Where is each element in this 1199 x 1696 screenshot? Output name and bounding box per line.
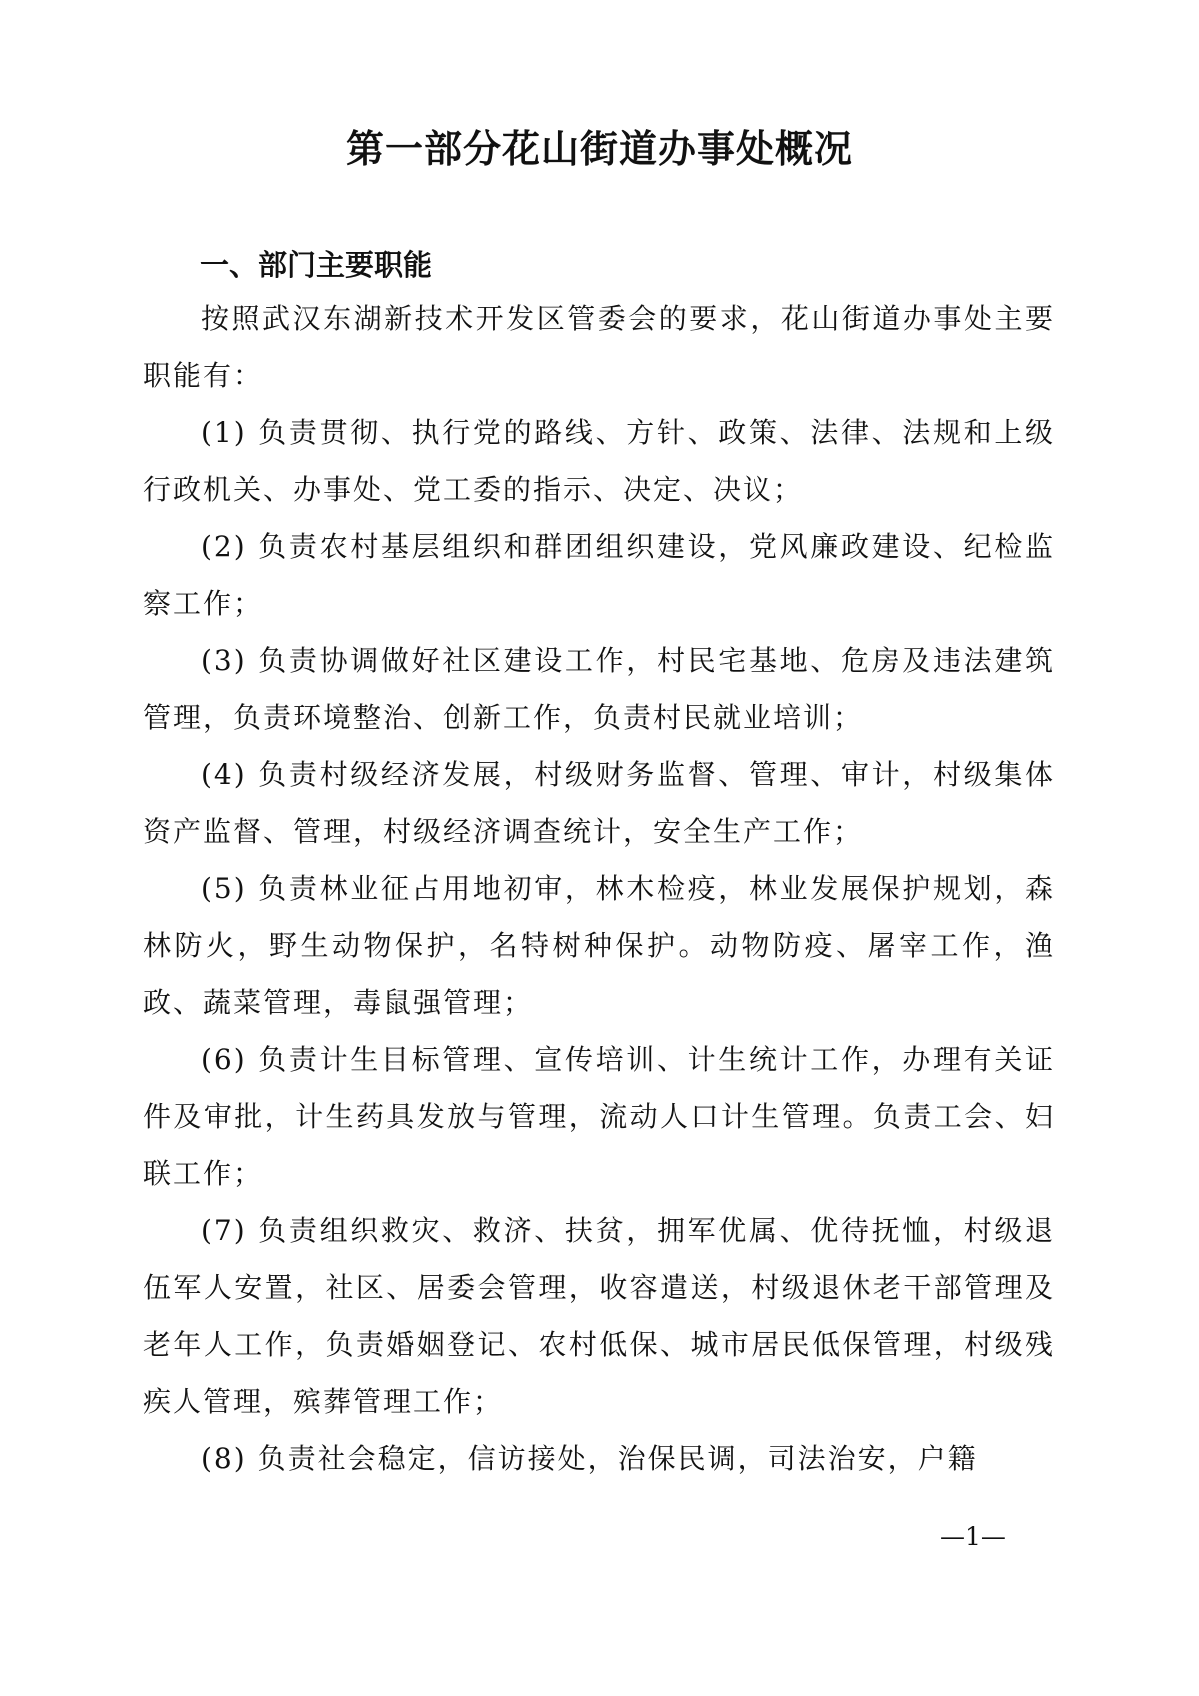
page-number: —1— <box>940 1522 1006 1551</box>
intro-paragraph: 按照武汉东湖新技术开发区管委会的要求，花山街道办事处主要职能有： <box>143 302 1055 392</box>
function-item-2: (2) 负责农村基层组织和群团组织建设，党风廉政建设、纪检监察工作； <box>143 530 1055 620</box>
function-item-7: (7) 负责组织救灾、救济、扶贫，拥军优属、优待抚恤，村级退伍军人安置，社区、居委会管理，收容遣送，村级退休老干部管理及老年人工作，负责婚姻登记、农村低保、城市居民低保管理，村级残疾人管理，殡葬管理工作； <box>143 1214 1055 1418</box>
page-title: 第一部分花山街道办事处概况 <box>345 126 853 171</box>
function-item-3: (3) 负责协调做好社区建设工作，村民宅基地、危房及违法建筑管理，负责环境整治、创新工作，负责村民就业培训； <box>143 644 1055 734</box>
document-body <box>143 290 1055 1487</box>
section-heading: 一、部门主要职能 <box>200 248 433 282</box>
function-item-4: (4) 负责村级经济发展，村级财务监督、管理、审计，村级集体资产监督、管理，村级经济调查统计，安全生产工作； <box>143 758 1055 848</box>
function-item-8: (8) 负责社会稳定，信访接处，治保民调，司法治安，户籍 <box>201 1442 978 1475</box>
function-item-5: (5) 负责林业征占用地初审，林木检疫，林业发展保护规划，森林防火，野生动物保护，名特树种保护。动物防疫、屠宰工作，渔政、蔬菜管理，毒鼠强管理； <box>143 872 1055 1019</box>
function-item-1: (1) 负责贯彻、执行党的路线、方针、政策、法律、法规和上级行政机关、办事处、党工委的指示、决定、决议； <box>143 416 1055 506</box>
function-item-6: (6) 负责计生目标管理、宣传培训、计生统计工作，办理有关证件及审批，计生药具发放与管理，流动人口计生管理。负责工会、妇联工作； <box>143 1043 1055 1190</box>
